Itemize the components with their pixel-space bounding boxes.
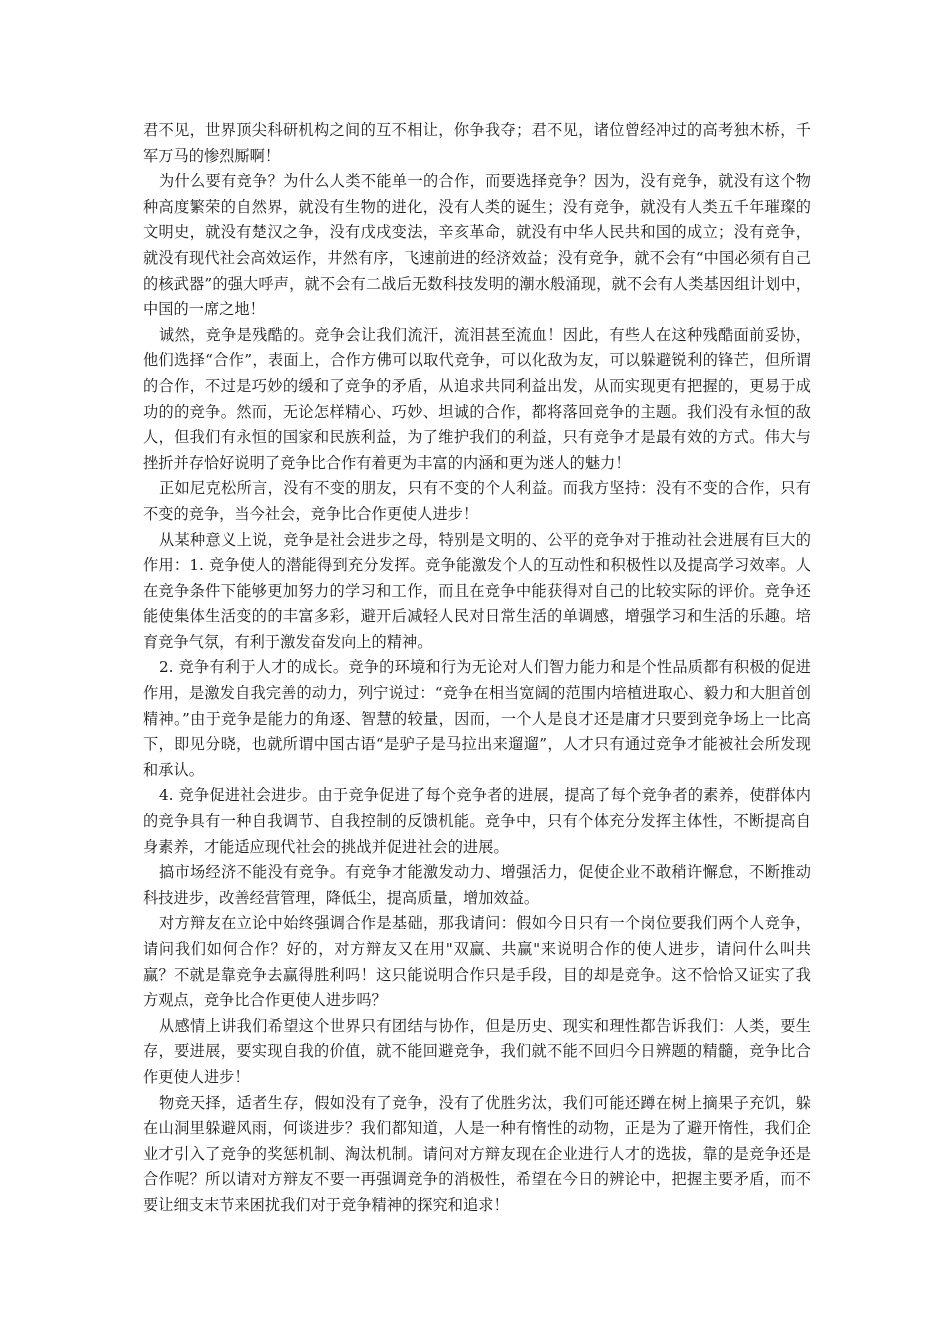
paragraph-5: 从某种意义上说，竞争是社会进步之母，特别是文明的、公平的竞争对于推动社会进展有巨大的作用：1. 竞争使人的潜能得到充分发挥。竞争能激发个人的互动性和积极性以及提高学习效率。人在竞争条件下能够更加努力的学习和工作，而且在竞争中能获得对自己的比较实际的评价。竞争还能使集体生活变的的丰富多彩，避开后减轻人民对日常生活的单调感，增强学习和生活的乐趣。培育竞争气氛，有利于激发奋发向上的精神。: [143, 530, 811, 651]
paragraph-9: 对方辩友在立论中始终强调合作是基础，那我请问：假如今日只有一个岗位要我们两个人竞争，请问我们如何合作？好的，对方辩友又在用"双赢、共赢"来说明合作的使人进步，请问什么叫共赢？不就是靠竞争去赢得胜利吗！这只能说明合作只是手段，目的却是竞争。这不恰恰又证实了我方观点，竞争比合作更使人进步吗？: [143, 914, 811, 1010]
paragraph-7: 4. 竞争促进社会进步。由于竞争促进了每个竞争者的进展，提高了每个竞争者的素养，使群体内的竞争具有一种自我调节、自我控制的反馈机能。竞争中，只有个体充分发挥主体性，不断提高自身素养，才能适应现代社会的挑战并促进社会的进展。: [143, 786, 811, 856]
paragraph-8: 搞市场经济不能没有竞争。有竞争才能激发动力、增强活力，促使企业不敢稍许懈怠，不断推动科技进步，改善经营管理，降低尘，提高质量，增加效益。: [143, 863, 811, 907]
paragraph-11: 物竞天择，适者生存，假如没有了竞争，没有了优胜劣汰，我们可能还蹲在树上摘果子充饥，躲在山洞里躲避风雨，何谈进步？我们都知道，人是一种有惰性的动物，正是为了避开惰性，我们企业才引入了竞争的奖惩机制、淘汰机制。请问对方辩友现在企业进行人才的选拔，靠的是竞争还是合作呢？所以请对方辩友不要一再强调竞争的消极性，希望在今日的辨论中，把握主要矛盾，而不要让细支末节来困扰我们对于竞争精神的探究和追求！: [143, 1093, 811, 1214]
paragraph-10: 从感情上讲我们希望这个世界只有团结与协作，但是历史、现实和理性都告诉我们：人类，要生存，要进展，要实现自我的价值，就不能回避竞争，我们就不能不回归今日辨题的精髓，竞争比合作更使人进步！: [143, 1016, 811, 1086]
paragraph-4: 正如尼克松所言，没有不变的朋友，只有不变的个人利益。而我方坚持：没有不变的合作，只有不变的竞争，当今社会，竞争比合作更使人进步！: [143, 479, 811, 523]
paragraph-6: 2. 竞争有利于人才的成长。竞争的环境和行为无论对人们智力能力和是个性品质都有积极的促进作用，是激发自我完善的动力，列宁说过：“竞争在相当宽阔的范围内培植进取心、毅力和大胆首创精神。”由于竞争是能力的角逐、智慧的较量，因而，一个人是良才还是庸才只要到竞争场上一比高下，即见分晓，也就所谓中国古语“是驴子是马拉出来遛遛”，人才只有通过竞争才能被社会所发现和承认。: [143, 658, 811, 779]
document-body: [143, 118, 811, 1219]
paragraph-3: 诚然，竞争是残酷的。竞争会让我们流汗，流泪甚至流血！因此，有些人在这种残酷面前妥协，他们选择“合作”，表面上，合作方佛可以取代竞争，可以化敌为友，可以躲避锐利的锋芒，但所谓的合作，不过是巧妙的缓和了竞争的矛盾，从追求共同利益出发，从而实现更有把握的，更易于成功的的竞争。然而，无论怎样精心、巧妙、坦诚的合作，都将落回竞争的主题。我们没有永恒的敌人，但我们有永恒的国家和民族利益，为了维护我们的利益，只有竞争才是最有效的方式。伟大与挫折并存恰好说明了竞争比合作有着更为丰富的内涵和更为迷人的魅力！: [143, 325, 811, 472]
paragraph-1: 君不见，世界顶尖科研机构之间的互不相让，你争我夺；君不见，诸位曾经冲过的高考独木桥，千军万马的惨烈厮啊！: [143, 121, 811, 165]
paragraph-2: 为什么要有竞争？为什么人类不能单一的合作，而要选择竞争？因为，没有竞争，就没有这个物种高度繁荣的自然界，就没有生物的进化，没有人类的诞生；没有竞争，就没有人类五千年璀璨的文明史，就没有楚汉之争，没有戊戌变法，辛亥革命，就没有中华人民共和国的成立；没有竞争，就没有现代社会高效运作，井然有序，飞速前进的经济效益；没有竞争，就不会有“中国必须有自己的核武器”的强大呼声，就不会有二战后无数科技发明的潮水般涌现，就不会有人类基因组计划中，中国的一席之地！: [143, 172, 811, 319]
